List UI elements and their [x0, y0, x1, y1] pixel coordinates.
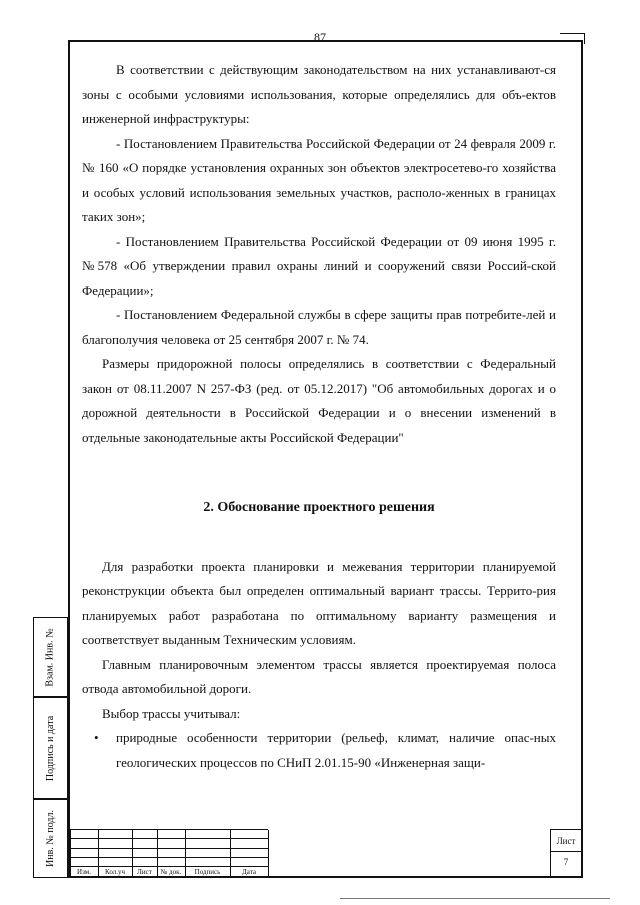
paragraph: - Постановлением Правительства Российской Федерации от 24 февраля 2009 г. № 160 «О порядке установления охранных зон объектов электросетево-го хозяйства и особых условий использования земельных участков, располо-женных в границах таких зон»; — [82, 135, 556, 224]
paragraph: Главным планировочным элементом трассы является проектируемая полоса отвода автомобильной дороги. — [82, 656, 556, 696]
title-block-col-list: Лист — [137, 868, 152, 876]
list-item-text: природные особенности территории (рельеф, климат, наличие опас-ных геологических процессов по СНиП 2.01.15-90 «Инженерная защи- — [116, 730, 556, 770]
sheet-label: Лист — [556, 836, 576, 846]
bullet-icon: • — [94, 730, 99, 745]
paragraph: - Постановлением Правительства Российской Федерации от 09 июня 1995 г. №578 «Об утверждении правил охраны линий и сооружений связи Россий-ской Федерации»; — [82, 233, 556, 298]
margin-label-podpis: Подпись и дата — [45, 715, 56, 781]
paragraph: Размеры придорожной полосы определялись в соответствии с Федеральный закон от 08.11.2007 N 257-ФЗ (ред. от 05.12.2017) "Об автомобильных дорогах и о дорожной деятельности в Российской Федерации и о внесении изменений в отдельные законодательные акты Российской Федерации" — [82, 356, 556, 445]
title-block-col-izm: Изм. — [77, 868, 91, 876]
title-block-col-kol: Кол.уч — [105, 868, 125, 876]
title-block-col-data: Дата — [242, 868, 256, 876]
page-number: 87 — [314, 30, 326, 44]
title-block-col-doc: № док. — [160, 868, 182, 876]
document-body — [82, 58, 556, 775]
sheet-number: 7 — [563, 857, 569, 867]
margin-block-podpis — [33, 697, 68, 799]
margin-block-vzam — [33, 617, 68, 697]
margin-block-inv — [33, 799, 68, 878]
title-block-grid — [70, 829, 268, 877]
scan-line — [340, 898, 610, 899]
paragraph: Выбор трассы учитывал: — [102, 705, 241, 721]
paragraph: Для разработки проекта планировки и межевания территории планируемой реконструкции объекта был определен оптимальный вариант трассы. Террито-рия планируемых работ разработана по оптимальному варианту размещения и соответствует выданным Техническим условиям. — [82, 558, 556, 647]
paragraph: - Постановлением Федеральной службы в сфере защиты прав потребите-лей и благополучия человека от 25 сентября 2007 г. № 74. — [82, 307, 556, 347]
section-title: 2. Обоснование проектного решения — [203, 500, 435, 515]
list-item — [82, 726, 556, 775]
title-block-col-podpis: Подпись — [194, 868, 221, 876]
paragraph: В соответствии с действующим законодательством на них устанавливают-ся зоны с особыми условиями использования, которые определялись для объ-ектов инженерной инфраструктуры: — [82, 62, 556, 126]
title-block — [70, 829, 581, 876]
sheet-box — [550, 829, 581, 877]
margin-label-inv: Инв. № подл. — [45, 810, 57, 867]
margin-label-vzam: Взам. Инв. № — [45, 627, 57, 687]
